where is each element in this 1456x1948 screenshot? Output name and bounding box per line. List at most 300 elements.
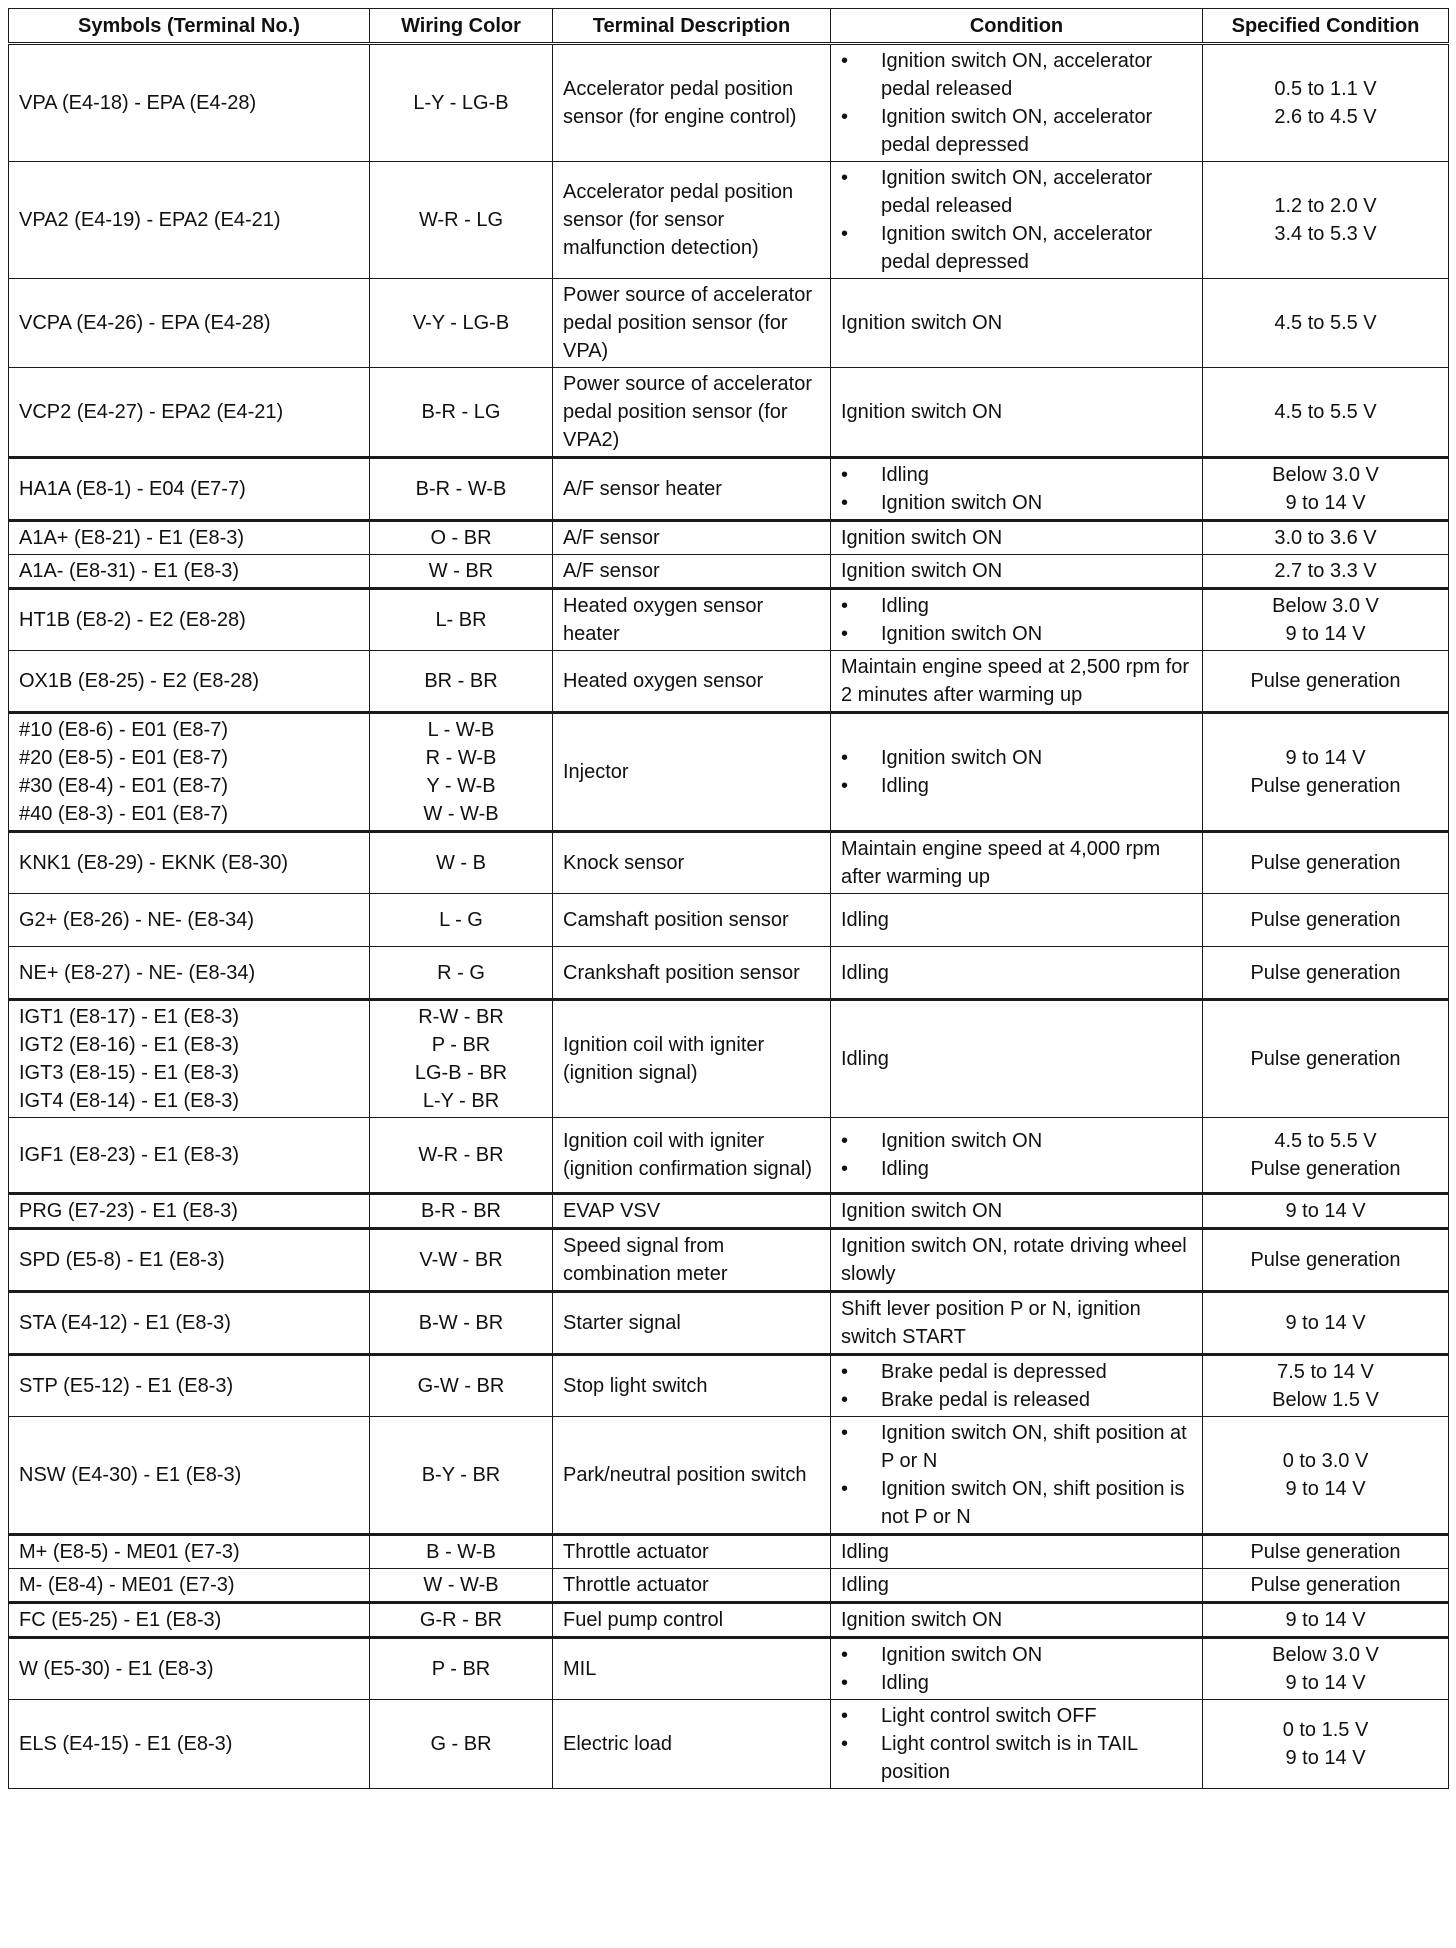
table-row (9, 1194, 1449, 1229)
cell-description: Starter signal (553, 1292, 831, 1355)
cell-description: Crankshaft position sensor (553, 947, 831, 1000)
wiring-text: G - BR (430, 1733, 492, 1755)
wiring-text: BR - BR (424, 670, 498, 692)
condition-item: • Idling (841, 1669, 1192, 1697)
symbol-text: IGT1 (E8-17) - E1 (E8-3) (19, 1006, 240, 1028)
wiring-text: B - W-B (426, 1541, 496, 1563)
symbol-text: M- (E8-4) - ME01 (E7-3) (19, 1574, 235, 1596)
specified-text: 0 to 1.5 V (1282, 1719, 1369, 1741)
cell-specified-condition (1203, 555, 1449, 589)
cell-wiring-color (370, 1000, 553, 1118)
specified-text: 9 to 14 V (1285, 1747, 1366, 1769)
condition-item: • Ignition switch ON, accelerator pedal depressed (841, 103, 1192, 159)
wiring-text: V-Y - LG-B (412, 312, 510, 334)
table-row (9, 279, 1449, 368)
cell-wiring-color (370, 458, 553, 521)
cell-wiring-color (370, 589, 553, 651)
specified-text: Pulse generation (1250, 1249, 1401, 1271)
symbol-text: G2+ (E8-26) - NE- (E8-34) (19, 909, 255, 931)
cell-condition (831, 894, 1203, 947)
cell-condition (831, 832, 1203, 894)
specified-text: 3.0 to 3.6 V (1274, 527, 1377, 549)
cell-description: Heated oxygen sensor (553, 651, 831, 713)
wiring-text: B-Y - BR (421, 1464, 501, 1486)
symbol-text: VPA (E4-18) - EPA (E4-28) (19, 92, 257, 114)
wiring-text: LG-B - BR (414, 1062, 508, 1084)
condition-text: Shift lever position P or N, ignition switch START (841, 1298, 1147, 1348)
wiring-text: L- BR (435, 609, 487, 631)
cell-condition (831, 279, 1203, 368)
cell-wiring-color (370, 947, 553, 1000)
specified-text: Below 3.0 V (1272, 1644, 1379, 1666)
table-row (9, 1603, 1449, 1638)
table-row (9, 1118, 1449, 1194)
specified-text: 9 to 14 V (1285, 623, 1366, 645)
header-terminal-description: Terminal Description (553, 9, 831, 44)
cell-specified-condition (1203, 1118, 1449, 1194)
cell-condition (831, 1569, 1203, 1603)
condition-item: • Ignition switch ON (841, 744, 1192, 772)
cell-specified-condition (1203, 279, 1449, 368)
table-row (9, 1292, 1449, 1355)
cell-condition (831, 368, 1203, 458)
wiring-text: Y - W-B (426, 775, 496, 797)
cell-description: A/F sensor heater (553, 458, 831, 521)
cell-description: Heated oxygen sensor heater (553, 589, 831, 651)
cell-specified-condition (1203, 1603, 1449, 1638)
specified-text: 4.5 to 5.5 V (1274, 401, 1377, 423)
cell-wiring-color (370, 894, 553, 947)
table-row (9, 44, 1449, 162)
cell-condition (831, 589, 1203, 651)
symbol-text: OX1B (E8-25) - E2 (E8-28) (19, 670, 260, 692)
cell-specified-condition (1203, 368, 1449, 458)
cell-symbols (9, 1569, 370, 1603)
symbol-text: A1A+ (E8-21) - E1 (E8-3) (19, 527, 245, 549)
specified-text: 3.4 to 5.3 V (1274, 223, 1377, 245)
table-body (9, 44, 1449, 1789)
cell-wiring-color (370, 555, 553, 589)
table-row (9, 947, 1449, 1000)
specified-text: 9 to 14 V (1285, 1672, 1366, 1694)
wiring-text: W - W-B (423, 803, 499, 825)
specified-text: Pulse generation (1250, 1158, 1401, 1180)
cell-condition (831, 947, 1203, 1000)
table-row (9, 458, 1449, 521)
cell-specified-condition (1203, 1417, 1449, 1535)
cell-condition (831, 555, 1203, 589)
condition-list (841, 47, 1192, 159)
cell-specified-condition (1203, 458, 1449, 521)
condition-text: Ignition switch ON (841, 527, 1003, 549)
specified-text: 1.2 to 2.0 V (1274, 195, 1377, 217)
wiring-text: V-W - BR (419, 1249, 503, 1271)
cell-description: Accelerator pedal position sensor (for sensor malfunction detection) (553, 162, 831, 279)
cell-symbols (9, 651, 370, 713)
cell-wiring-color (370, 44, 553, 162)
specified-text: Pulse generation (1250, 775, 1401, 797)
condition-text: Ignition switch ON, rotate driving wheel slowly (841, 1235, 1193, 1285)
cell-condition (831, 1700, 1203, 1789)
specified-text: 2.6 to 4.5 V (1274, 106, 1377, 128)
wiring-text: L - W-B (427, 719, 495, 741)
cell-description: Power source of accelerator pedal position sensor (for VPA2) (553, 368, 831, 458)
condition-text: Ignition switch ON (841, 560, 1003, 582)
wiring-text: W - BR (428, 560, 494, 582)
condition-list (841, 1419, 1192, 1531)
condition-item: • Ignition switch ON (841, 620, 1192, 648)
specified-text: Pulse generation (1250, 1574, 1401, 1596)
cell-condition (831, 1417, 1203, 1535)
condition-text: Maintain engine speed at 2,500 rpm for 2 minutes after warming up (841, 656, 1195, 706)
condition-item: • Light control switch OFF (841, 1702, 1192, 1730)
cell-wiring-color (370, 832, 553, 894)
specified-text: 0 to 3.0 V (1282, 1450, 1369, 1472)
symbol-text: NSW (E4-30) - E1 (E8-3) (19, 1464, 242, 1486)
table-row (9, 832, 1449, 894)
cell-description: Electric load (553, 1700, 831, 1789)
cell-wiring-color (370, 713, 553, 832)
symbol-text: IGT4 (E8-14) - E1 (E8-3) (19, 1090, 240, 1112)
wiring-text: L - G (439, 909, 483, 931)
cell-description: Fuel pump control (553, 1603, 831, 1638)
cell-symbols (9, 162, 370, 279)
symbol-text: A1A- (E8-31) - E1 (E8-3) (19, 560, 240, 582)
cell-symbols (9, 1229, 370, 1292)
cell-wiring-color (370, 1292, 553, 1355)
condition-list (841, 1702, 1192, 1786)
condition-item: • Brake pedal is released (841, 1386, 1192, 1414)
symbol-text: KNK1 (E8-29) - EKNK (E8-30) (19, 852, 288, 874)
cell-description: EVAP VSV (553, 1194, 831, 1229)
wiring-text: R - W-B (425, 747, 497, 769)
cell-wiring-color (370, 1417, 553, 1535)
cell-condition (831, 44, 1203, 162)
condition-item: • Ignition switch ON, accelerator pedal depressed (841, 220, 1192, 276)
specified-text: Below 3.0 V (1272, 595, 1379, 617)
condition-item: • Idling (841, 461, 1192, 489)
wiring-text: W-R - BR (418, 1144, 504, 1166)
cell-description: A/F sensor (553, 555, 831, 589)
cell-condition (831, 458, 1203, 521)
cell-condition (831, 1355, 1203, 1417)
cell-wiring-color (370, 1535, 553, 1569)
symbol-text: #10 (E8-6) - E01 (E8-7) (19, 719, 228, 741)
cell-symbols (9, 894, 370, 947)
specified-text: Pulse generation (1250, 909, 1401, 931)
cell-specified-condition (1203, 1355, 1449, 1417)
wiring-text: R-W - BR (418, 1006, 504, 1028)
cell-description: Camshaft position sensor (553, 894, 831, 947)
cell-symbols (9, 1194, 370, 1229)
cell-symbols (9, 555, 370, 589)
cell-symbols (9, 1417, 370, 1535)
cell-symbols (9, 947, 370, 1000)
symbol-text: VCP2 (E4-27) - EPA2 (E4-21) (19, 401, 284, 423)
cell-specified-condition (1203, 1194, 1449, 1229)
wiring-text: P - BR (431, 1658, 491, 1680)
condition-list (841, 1641, 1192, 1697)
symbol-text: PRG (E7-23) - E1 (E8-3) (19, 1200, 238, 1222)
specified-text: 4.5 to 5.5 V (1274, 312, 1377, 334)
cell-wiring-color (370, 651, 553, 713)
condition-text: Idling (841, 909, 889, 931)
wiring-text: L-Y - LG-B (413, 92, 509, 114)
condition-item: • Ignition switch ON, accelerator pedal released (841, 47, 1192, 103)
header-specified-condition: Specified Condition (1203, 9, 1449, 44)
cell-symbols (9, 44, 370, 162)
condition-list (841, 461, 1192, 517)
symbol-text: IGT2 (E8-16) - E1 (E8-3) (19, 1034, 240, 1056)
table-row (9, 894, 1449, 947)
cell-description: Stop light switch (553, 1355, 831, 1417)
specified-text: 9 to 14 V (1285, 1200, 1366, 1222)
condition-text: Ignition switch ON (841, 1609, 1003, 1631)
table-row (9, 1535, 1449, 1569)
condition-text: Idling (841, 961, 889, 984)
cell-description: Ignition coil with igniter (ignition signal) (553, 1000, 831, 1118)
cell-symbols (9, 713, 370, 832)
cell-wiring-color (370, 1700, 553, 1789)
wiring-text: W - B (436, 852, 486, 874)
symbol-text: STP (E5-12) - E1 (E8-3) (19, 1375, 234, 1397)
cell-symbols (9, 1292, 370, 1355)
symbol-text: STA (E4-12) - E1 (E8-3) (19, 1312, 231, 1334)
cell-specified-condition (1203, 651, 1449, 713)
wiring-text: W - W-B (423, 1574, 499, 1596)
cell-condition (831, 1194, 1203, 1229)
ecm-terminal-table (8, 8, 1449, 1789)
header-row (9, 9, 1449, 44)
cell-wiring-color (370, 1638, 553, 1700)
symbol-text: HA1A (E8-1) - E04 (E7-7) (19, 478, 246, 500)
symbol-text: NE+ (E8-27) - NE- (E8-34) (19, 961, 256, 984)
cell-specified-condition (1203, 1638, 1449, 1700)
cell-description: Power source of accelerator pedal position sensor (for VPA) (553, 279, 831, 368)
header-condition: Condition (831, 9, 1203, 44)
cell-specified-condition (1203, 713, 1449, 832)
cell-symbols (9, 521, 370, 555)
wiring-text: B-R - BR (421, 1200, 501, 1222)
table-row (9, 713, 1449, 832)
symbol-text: W (E5-30) - E1 (E8-3) (19, 1658, 214, 1680)
wiring-text: B-R - LG (421, 401, 501, 423)
cell-description: Speed signal from combination meter (553, 1229, 831, 1292)
cell-description: MIL (553, 1638, 831, 1700)
specified-text: Below 3.0 V (1272, 464, 1379, 486)
cell-symbols (9, 458, 370, 521)
table-row (9, 521, 1449, 555)
condition-list (841, 592, 1192, 648)
cell-condition (831, 713, 1203, 832)
cell-description: Knock sensor (553, 832, 831, 894)
cell-condition (831, 1638, 1203, 1700)
condition-item: • Idling (841, 592, 1192, 620)
condition-text: Maintain engine speed at 4,000 rpm after warming up (841, 838, 1166, 888)
table-row (9, 1229, 1449, 1292)
cell-condition (831, 162, 1203, 279)
specified-text: 7.5 to 14 V (1277, 1361, 1374, 1383)
cell-wiring-color (370, 1355, 553, 1417)
wiring-text: R - G (437, 961, 485, 984)
table-row (9, 368, 1449, 458)
symbol-text: ELS (E4-15) - E1 (E8-3) (19, 1733, 233, 1755)
specified-text: 9 to 14 V (1285, 747, 1366, 769)
cell-symbols (9, 1603, 370, 1638)
cell-wiring-color (370, 368, 553, 458)
specified-text: 2.7 to 3.3 V (1274, 560, 1377, 582)
symbol-text: #40 (E8-3) - E01 (E8-7) (19, 803, 228, 825)
specified-text: 0.5 to 1.1 V (1274, 78, 1377, 100)
specified-text: 9 to 14 V (1285, 1312, 1366, 1334)
cell-symbols (9, 589, 370, 651)
cell-condition (831, 1535, 1203, 1569)
symbol-text: IGF1 (E8-23) - E1 (E8-3) (19, 1144, 240, 1166)
header-wiring-color: Wiring Color (370, 9, 553, 44)
specified-text: 4.5 to 5.5 V (1274, 1130, 1377, 1152)
condition-item: • Ignition switch ON (841, 1127, 1192, 1155)
cell-specified-condition (1203, 1700, 1449, 1789)
cell-specified-condition (1203, 1229, 1449, 1292)
specified-text: Pulse generation (1250, 852, 1401, 874)
specified-text: 9 to 14 V (1285, 1478, 1366, 1500)
cell-wiring-color (370, 1194, 553, 1229)
cell-symbols (9, 279, 370, 368)
wiring-text: W-R - LG (418, 209, 504, 231)
condition-item: • Ignition switch ON (841, 489, 1192, 517)
table-row (9, 1355, 1449, 1417)
symbol-text: FC (E5-25) - E1 (E8-3) (19, 1609, 222, 1631)
cell-condition (831, 521, 1203, 555)
specified-text: 9 to 14 V (1285, 1609, 1366, 1631)
cell-specified-condition (1203, 162, 1449, 279)
table-row (9, 589, 1449, 651)
condition-text: Ignition switch ON (841, 1200, 1003, 1222)
table-row (9, 555, 1449, 589)
specified-text: Pulse generation (1250, 1048, 1401, 1070)
symbol-text: #30 (E8-4) - E01 (E8-7) (19, 775, 228, 797)
cell-description: Park/neutral position switch (553, 1417, 831, 1535)
condition-text: Idling (841, 1048, 889, 1070)
specified-text: 9 to 14 V (1285, 492, 1366, 514)
table-row (9, 1700, 1449, 1789)
condition-item: • Idling (841, 772, 1192, 800)
wiring-text: L-Y - BR (422, 1090, 500, 1112)
symbol-text: M+ (E8-5) - ME01 (E7-3) (19, 1541, 240, 1563)
cell-description: Ignition coil with igniter (ignition confirmation signal) (553, 1118, 831, 1194)
cell-specified-condition (1203, 1000, 1449, 1118)
cell-symbols (9, 1118, 370, 1194)
condition-item: • Ignition switch ON, accelerator pedal released (841, 164, 1192, 220)
cell-description: A/F sensor (553, 521, 831, 555)
symbol-text: IGT3 (E8-15) - E1 (E8-3) (19, 1062, 240, 1084)
condition-list (841, 744, 1192, 800)
cell-specified-condition (1203, 1569, 1449, 1603)
symbol-text: VCPA (E4-26) - EPA (E4-28) (19, 312, 271, 334)
terminal-table-container (8, 8, 1448, 1789)
wiring-text: G-W - BR (417, 1375, 505, 1397)
cell-specified-condition (1203, 947, 1449, 1000)
cell-condition (831, 1000, 1203, 1118)
table-row (9, 1417, 1449, 1535)
cell-symbols (9, 832, 370, 894)
specified-text: Pulse generation (1250, 670, 1401, 692)
header-symbols: Symbols (Terminal No.) (9, 9, 370, 44)
cell-condition (831, 1603, 1203, 1638)
table-row (9, 1638, 1449, 1700)
cell-symbols (9, 1638, 370, 1700)
cell-description: Accelerator pedal position sensor (for engine control) (553, 44, 831, 162)
cell-wiring-color (370, 279, 553, 368)
cell-specified-condition (1203, 589, 1449, 651)
table-row (9, 162, 1449, 279)
cell-wiring-color (370, 1118, 553, 1194)
specified-text: Pulse generation (1250, 1541, 1401, 1563)
condition-item: • Ignition switch ON (841, 1641, 1192, 1669)
condition-text: Ignition switch ON (841, 401, 1003, 423)
specified-text: Below 1.5 V (1272, 1389, 1379, 1411)
table-row (9, 651, 1449, 713)
condition-text: Ignition switch ON (841, 312, 1003, 334)
cell-wiring-color (370, 521, 553, 555)
cell-wiring-color (370, 162, 553, 279)
cell-specified-condition (1203, 1292, 1449, 1355)
symbol-text: HT1B (E8-2) - E2 (E8-28) (19, 609, 246, 631)
cell-condition (831, 1229, 1203, 1292)
cell-wiring-color (370, 1603, 553, 1638)
wiring-text: B-W - BR (418, 1312, 504, 1334)
cell-symbols (9, 1535, 370, 1569)
condition-text: Idling (841, 1574, 889, 1596)
cell-wiring-color (370, 1229, 553, 1292)
condition-item: • Ignition switch ON, shift position is not P or N (841, 1475, 1192, 1531)
wiring-text: P - BR (431, 1034, 491, 1056)
condition-item: • Light control switch is in TAIL position (841, 1730, 1192, 1786)
cell-condition (831, 1292, 1203, 1355)
condition-text: Idling (841, 1541, 889, 1563)
cell-description: Injector (553, 713, 831, 832)
condition-item: • Brake pedal is depressed (841, 1358, 1192, 1386)
cell-specified-condition (1203, 44, 1449, 162)
cell-symbols (9, 1700, 370, 1789)
cell-specified-condition (1203, 894, 1449, 947)
cell-description: Throttle actuator (553, 1535, 831, 1569)
cell-description: Throttle actuator (553, 1569, 831, 1603)
condition-item: • Idling (841, 1155, 1192, 1183)
symbol-text: SPD (E5-8) - E1 (E8-3) (19, 1249, 225, 1271)
cell-symbols (9, 1355, 370, 1417)
table-row (9, 1569, 1449, 1603)
condition-item: • Ignition switch ON, shift position at P or N (841, 1419, 1192, 1475)
condition-list (841, 1127, 1192, 1183)
wiring-text: G-R - BR (419, 1609, 503, 1631)
condition-list (841, 1358, 1192, 1414)
cell-wiring-color (370, 1569, 553, 1603)
cell-condition (831, 1118, 1203, 1194)
specified-text: Pulse generation (1250, 961, 1401, 984)
cell-symbols (9, 1000, 370, 1118)
condition-list (841, 164, 1192, 276)
table-row (9, 1000, 1449, 1118)
symbol-text: #20 (E8-5) - E01 (E8-7) (19, 747, 228, 769)
cell-specified-condition (1203, 832, 1449, 894)
cell-specified-condition (1203, 521, 1449, 555)
cell-condition (831, 651, 1203, 713)
wiring-text: O - BR (430, 527, 492, 549)
cell-specified-condition (1203, 1535, 1449, 1569)
symbol-text: VPA2 (E4-19) - EPA2 (E4-21) (19, 209, 281, 231)
wiring-text: B-R - W-B (415, 478, 507, 500)
